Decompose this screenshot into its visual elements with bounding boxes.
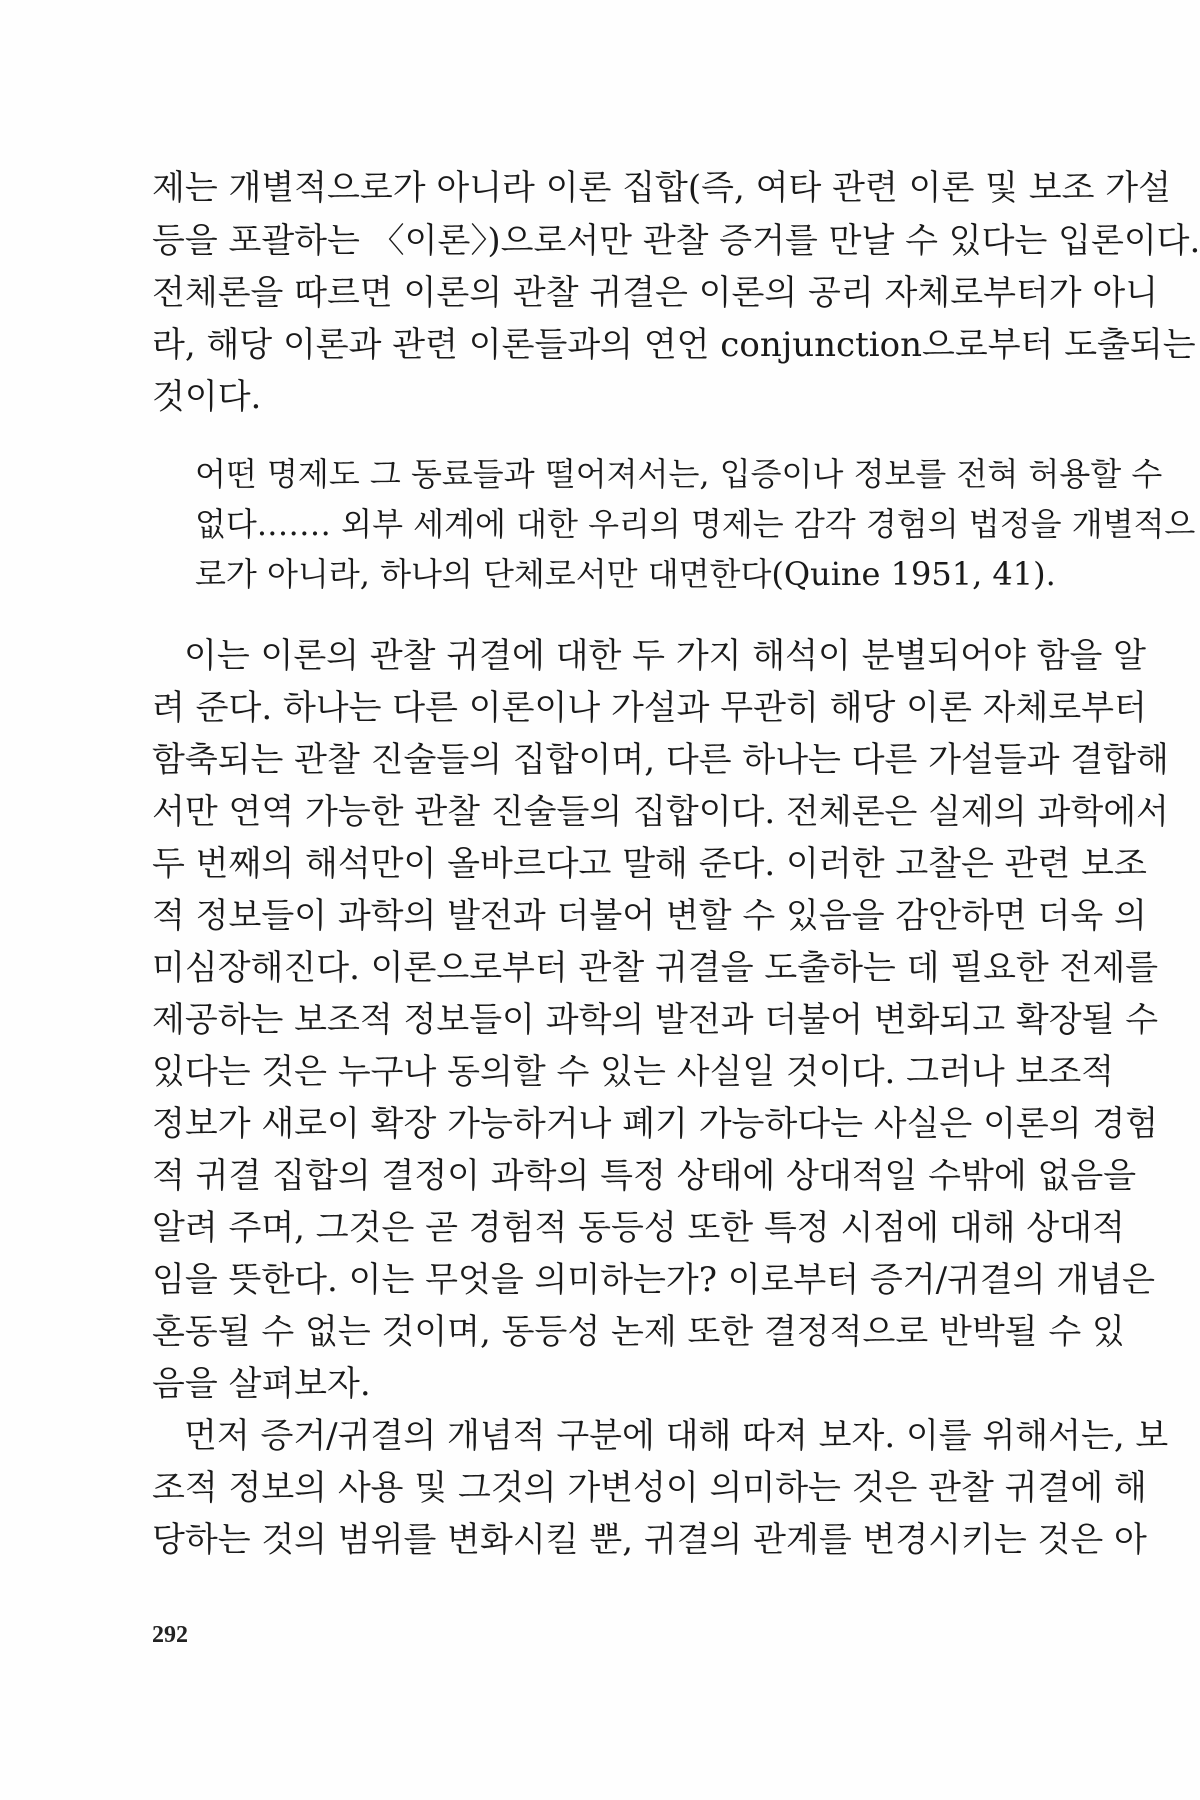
paragraph-3-line-1: 먼저 증거/귀결의 개념적 구분에 대해 따져 보자. 이를 위해서는, 보	[184, 1416, 1169, 1456]
paragraph-2-line-2: 려 준다. 하나는 다른 이론이나 가설과 무관히 해당 이론 자체로부터	[152, 688, 1147, 728]
paragraph-2-line-15: 음을 살펴보자.	[152, 1364, 371, 1404]
paragraph-2-line-12: 알려 주며, 그것은 곧 경험적 동등성 또한 특정 시점에 대해 상대적	[152, 1208, 1125, 1248]
paragraph-1-line-1: 제는 개별적으로가 아니라 이론 집합(즉, 여타 관련 이론 및 보조 가설	[152, 168, 1171, 208]
paragraph-2-line-13: 임을 뜻한다. 이는 무엇을 의미하는가? 이로부터 증거/귀결의 개념은	[152, 1260, 1155, 1300]
paragraph-1-line-2: 등을 포괄하는 〈이론〉)으로서만 관찰 증거를 만날 수 있다는 입론이다.	[152, 221, 1200, 261]
paragraph-1-line-3: 전체론을 따르면 이론의 관찰 귀결은 이론의 공리 자체로부터가 아니	[152, 273, 1159, 313]
paragraph-2-line-10: 정보가 새로이 확장 가능하거나 폐기 가능하다는 사실은 이론의 경험	[152, 1104, 1159, 1144]
paragraph-2-line-4: 서만 연역 가능한 관찰 진술들의 집합이다. 전체론은 실제의 과학에서	[152, 792, 1169, 832]
paragraph-2-line-8: 제공하는 보조적 정보들이 과학의 발전과 더불어 변화되고 확장될 수	[152, 1000, 1159, 1040]
paragraph-2-line-6: 적 정보들이 과학의 발전과 더불어 변할 수 있음을 감안하면 더욱 의	[152, 896, 1147, 936]
paragraph-2-line-3: 함축되는 관찰 진술들의 집합이며, 다른 하나는 다른 가설들과 결합해	[152, 740, 1169, 780]
quote-line-2: 없다.…… 외부 세계에 대한 우리의 명제는 감각 경험의 법정을 개별적으	[195, 505, 1196, 543]
quote-line-1: 어떤 명제도 그 동료들과 떨어져서는, 입증이나 정보를 전혀 허용할 수	[195, 455, 1163, 493]
page-number: 292	[152, 1622, 188, 1648]
paragraph-2-line-5: 두 번째의 해석만이 올바르다고 말해 준다. 이러한 고찰은 관련 보조	[152, 844, 1147, 884]
paragraph-1-line-4: 라, 해당 이론과 관련 이론들과의 연언 conjunction으로부터 도출되는	[152, 325, 1196, 365]
paragraph-3-line-3: 당하는 것의 범위를 변화시킬 뿐, 귀결의 관계를 변경시키는 것은 아	[152, 1520, 1147, 1560]
paragraph-2-line-1: 이는 이론의 관찰 귀결에 대한 두 가지 해석이 분별되어야 함을 알	[184, 636, 1147, 676]
paragraph-3-line-2: 조적 정보의 사용 및 그것의 가변성이 의미하는 것은 관찰 귀결에 해	[152, 1468, 1147, 1508]
paragraph-1-line-5: 것이다.	[152, 377, 262, 417]
paragraph-2-line-9: 있다는 것은 누구나 동의할 수 있는 사실일 것이다. 그러나 보조적	[152, 1052, 1115, 1092]
paragraph-2-line-11: 적 귀결 집합의 결정이 과학의 특정 상태에 상대적일 수밖에 없음을	[152, 1156, 1137, 1196]
quote-line-3: 로가 아니라, 하나의 단체로서만 대면한다(Quine 1951, 41).	[195, 555, 1056, 593]
paragraph-2-line-14: 혼동될 수 없는 것이며, 동등성 논제 또한 결정적으로 반박될 수 있	[152, 1312, 1125, 1352]
paragraph-2-line-7: 미심장해진다. 이론으로부터 관찰 귀결을 도출하는 데 필요한 전제를	[152, 948, 1159, 988]
